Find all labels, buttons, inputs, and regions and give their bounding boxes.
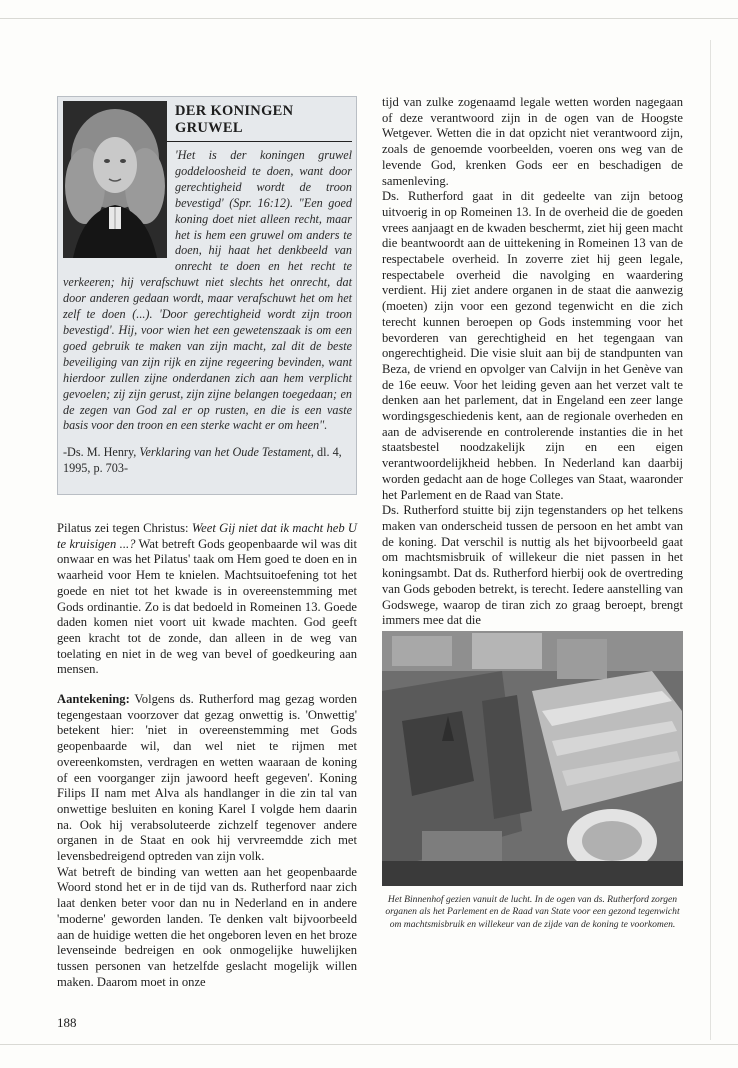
paragraph-note: [57, 692, 357, 865]
note-label: Aantekening:: [57, 692, 130, 707]
top-rule: [0, 18, 738, 19]
paragraph-right-3: Ds. Rutherford stuitte bij zijn tegenstanders op het telkens maken van onderscheid tussen de persoon en het ambt van de koning. Dat verschil is nuttig als het bijvoorbeeld gaat om machtsmisbruik of willekeur die niet passen in het koningsambt. Dat ds. Rutherford hierbij ook de overtreding van Gods geboden betrekt, is terecht. Iedere aanstelling van Godswege, waarop de tiran zich zo graag beroept, brengt immers mee dat die: [382, 503, 683, 628]
right-margin-rule: [710, 40, 711, 1040]
paragraph-pilatus: [57, 521, 357, 678]
pilatus-rest: Wat betreft Gods geopenbaarde wil was dit onwaar en was het Pilatus' taak om Hem goed te doen en in waarheid voor Hem te knielen. Machtsuitoefening tot het goede en niet tot het kwade is in overeenstemming met Gods ordinantie. Zo is dat bedoeld in Romeinen 13. Goede daden komen niet voort uit kwade machten. God geeft geen kracht tot de zonde, dan alleen in de weg van toelating en niet in de weg van bevel of goedkeuring aan mensen.: [57, 536, 357, 677]
page-number: 188: [57, 1015, 77, 1030]
sidebar-source: [63, 445, 352, 477]
paragraph-right-1: tijd van zulke zogenaamd legale wetten worden nagegaan of deze verantwoord zijn in de ogen van de Hoogste Wetgever. Wetten die in dat opzicht niet verantwoord zijn, zoals de genoemde voorbeelden, voeren ons weg van de levende God, krenken Gods eer en beschadigen de samenleving.: [382, 95, 683, 188]
sidebar-box: [57, 96, 357, 495]
photo-caption: Het Binnenhof gezien vanuit de lucht. In de ogen van ds. Rutherford zorgen organen als het Parlement en de Raad van State voor een gezond tegenwicht om machtsmisbruik en willekeur van de zijde van de koning te voorkomen.: [385, 894, 680, 930]
sidebar-title: DER KONINGEN GRUWEL: [63, 101, 352, 142]
portrait-image: [63, 101, 167, 258]
pilatus-lead: Pilatus zei tegen Christus:: [57, 521, 192, 535]
pilatus-quote: Weet Gij niet dat ik macht heb U te kruisigen ...?: [57, 521, 358, 551]
right-column: [382, 95, 683, 629]
source-title: Verklaring van het Oude Testament: [139, 445, 311, 460]
source-prefix: -Ds. M. Henry,: [63, 445, 140, 460]
source-suffix: , dl. 4, 1995, p. 703-: [63, 445, 342, 476]
sidebar-quote: 'Het is der koningen gruwel goddeloosheid te doen, want door gerechtigheid wordt de troon bevestigd' (Spr. 16:12). "Een goed koning doet niet alleen recht, maar het is hem een gruwel om anders te doen, hij haat het denkbeeld van onrecht te doen en het recht te verkeeren; hij verafschuwt niet slechts het onrecht, dat door anderen gedaan wordt, maar verafschuwt het om het zelf te doen (...). 'Door gerechtigheid wordt zijn troon bevestigd'. Hij, voor wien het een gewetenszaak is om een goed gebruik te maken van zijn macht, zal dit de beste beveiliging van zijn rijk en zijne regeering bevinden, want hierdoor zullen zijne onderdanen zich aan hem verplicht gevoelen; zij zijn gerust, zijn zijne belangen toegedaan; en de zegen van God zal er op rusten, en die is een vaste basis voor den troon en een sterke wacht er om heen".: [63, 148, 352, 433]
binnenhof-aerial-photo: [382, 631, 683, 886]
paragraph-binding: Wat betreft de binding van wetten aan het geopenbaarde Woord stond het er in de tijd van ds. Rutherford naar zich laat denken beter voor dan nu in Nederland en in andere 'moderne' geworden landen. Te denken valt bijvoorbeeld aan de huidige wetten die het ongeboren leven en het broze levenseinde bedreigen en ook onmogelijke huwelijken tussen personen van hetzelfde geslacht mogelijk willen maken. Daarom moet in onze: [57, 864, 357, 989]
note-text: Volgens ds. Rutherford mag gezag worden tegengestaan voorzover dat gezag onwettig is. 'Onwettig' betekent hier: 'niet in overeenstemming met Gods geopenbaarde wil, dan wel niet te rijmen met overeenkomsten, verdragen en wetten waaraan de koning of een voorganger zijn jawoord heeft gegeven'. Koning Filips II nam met Alva als handlanger in die zin tal van onwettige besluiten en koning Karel I volgde hem daarin na. Ook hij verabsoluteerde zichzelf tegenover andere organen in de Staat en ook hij vervreemdde zich met levensbedreigend optreden van zijn volk.: [57, 692, 357, 864]
bottom-rule: [0, 1044, 738, 1045]
paragraph-right-2: Ds. Rutherford gaat in dit gedeelte van zijn betoog uitvoerig in op Romeinen 13. In de overheid die de goeden vrees aanjaagt en de kwaden beschermt, ziet hij geen macht die beantwoordt aan de uittekening in Romeinen 13 van de respectabele overheid. In zoverre ziet hij geen legale, respectabele overheid die navolging en waardering verdient. Hij ziet andere organen in de staat die aanwezig (moeten) zijn voor een gezond tegenwicht en die zich terecht kunnen beroepen op Gods instemming voor het bevorderen van gerechtigheid en het tegengaan van ongerechtigheid. Die visie sluit aan bij de standpunten van Beza, de vriend en opvolger van Calvijn in het Genève van de 16e eeuw. Voor het leiding geven aan het verzet valt te denken aan het parlement, dat in Engeland een zeer lange wordingsgeschiedenis kent, aan de regionale overheden en aan de adviserende en controlerende instanties die in het staatsbestel noodzakelijk zijn en een eigen verantwoordelijkheid hebben. In Nederland kan daarbij worden gedacht aan de hoge Colleges van Staat, waaronder het Parlement en de Raad van State.: [382, 189, 683, 502]
left-column: [57, 521, 357, 990]
